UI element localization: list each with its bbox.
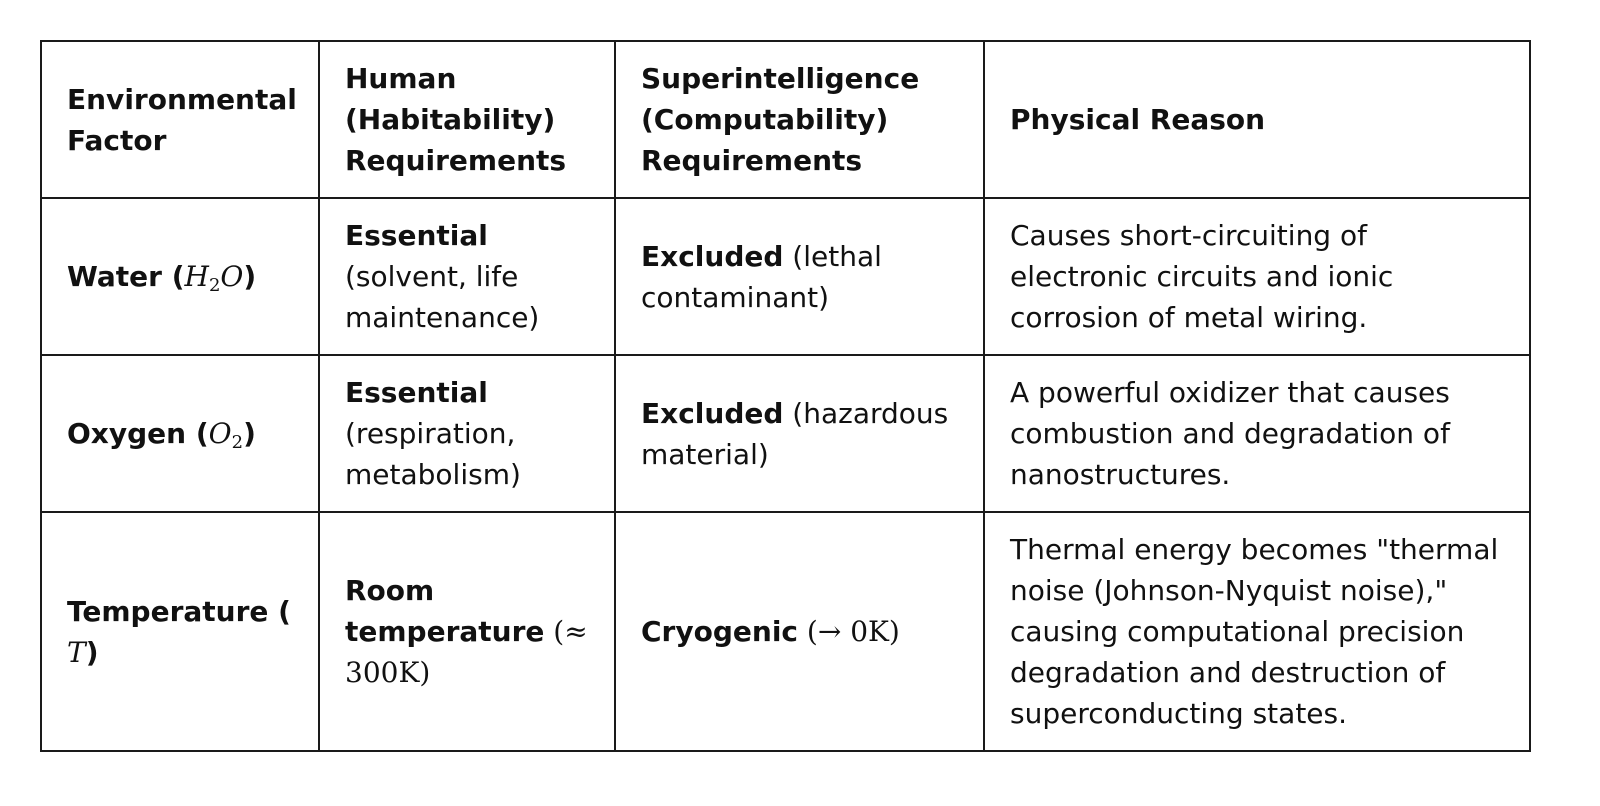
formula-symbol: $H_2O$	[184, 260, 244, 296]
human-cell-temperature	[319, 512, 615, 751]
factor-close-paren: )	[243, 417, 256, 450]
reason-cell-water: Causes short-circuiting of electronic circuits and ionic corrosion of metal wiring.	[984, 198, 1530, 355]
table-row-water	[41, 198, 1530, 355]
ai-cell-temperature	[615, 512, 984, 751]
factor-cell-temperature	[41, 512, 319, 751]
table-row-temperature	[41, 512, 1530, 751]
reason-cell-oxygen: A powerful oxidizer that causes combustion and degradation of nanostructures.	[984, 355, 1530, 512]
formula-symbol: T	[67, 635, 86, 669]
human-requirement-label: Essential	[345, 376, 488, 409]
ai-requirement-label: Excluded	[641, 396, 784, 430]
ai-requirement-detail: (lethal contaminant)	[641, 239, 882, 314]
human-requirement-detail: (solvent, life maintenance)	[345, 260, 540, 334]
table-row-oxygen	[41, 355, 1530, 512]
ai-cell-water	[615, 198, 984, 355]
human-cell-water	[319, 198, 615, 355]
ai-requirement-label: Cryogenic	[641, 615, 799, 648]
header-physical-reason: Physical Reason	[984, 41, 1530, 198]
formula-symbol: $O_2$	[208, 417, 244, 453]
human-requirement-detail: (≈ 300K)	[345, 615, 588, 689]
human-cell-oxygen	[319, 355, 615, 512]
factor-close-paren: )	[243, 260, 257, 293]
ai-requirement-detail: (hazardous material)	[641, 396, 949, 471]
factor-cell-oxygen	[41, 355, 319, 512]
factor-cell-water	[41, 198, 319, 355]
factor-name: Temperature (	[67, 594, 291, 628]
human-requirement-detail: (respiration, metabolism)	[345, 417, 521, 491]
table-header-row	[41, 41, 1530, 198]
header-human-requirements: Human (Habitability) Requirements	[319, 41, 615, 198]
ai-cell-oxygen	[615, 355, 984, 512]
factor-name: Oxygen (	[67, 417, 209, 450]
factor-close-paren: )	[85, 635, 99, 669]
ai-requirement-detail: (→ 0K)	[798, 615, 900, 648]
human-requirement-label: Essential	[345, 219, 488, 252]
factor-name: Water (	[67, 260, 185, 293]
human-requirement-label: Room temperature	[345, 574, 545, 648]
requirements-table	[40, 40, 1531, 752]
ai-requirement-label: Excluded	[641, 239, 784, 273]
reason-cell-temperature: Thermal energy becomes "thermal noise (Johnson-Nyquist noise)," causing computational precision degradation and destruction of superconducting states.	[984, 512, 1530, 751]
header-superintelligence-requirements: Superintelligence (Computability) Requirements	[615, 41, 984, 198]
header-environmental-factor: Environmental Factor	[41, 41, 319, 198]
